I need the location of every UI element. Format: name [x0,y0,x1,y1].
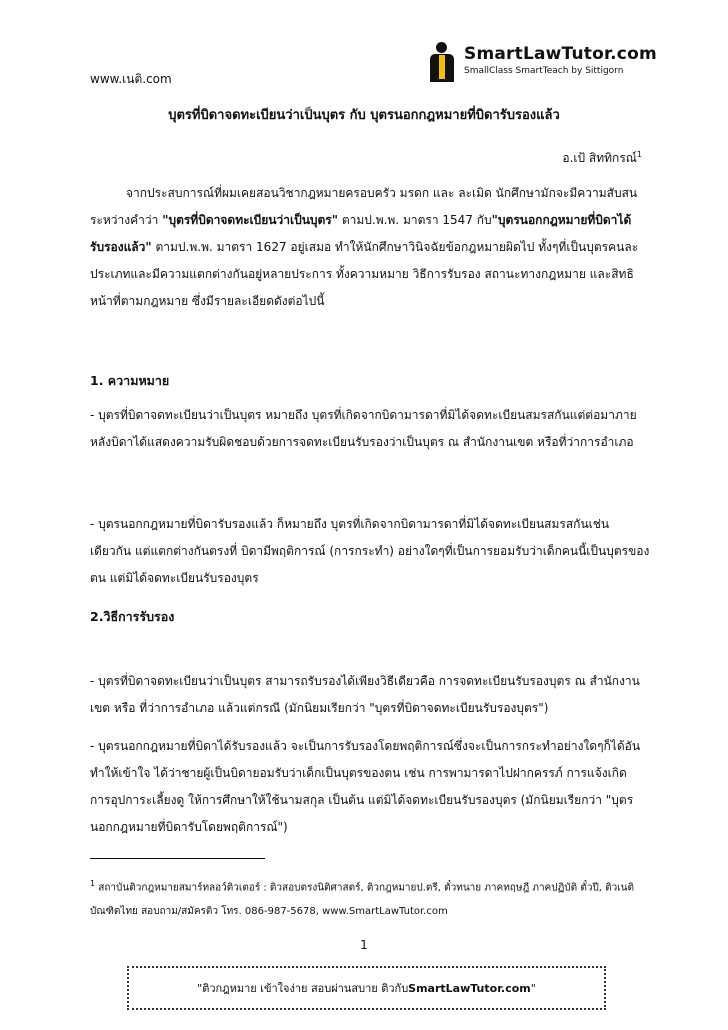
section1-paragraph-2: - บุตรนอกกฎหมายที่บิดารับรองแล้ว ก็หมายถึง บุตรที่เกิดจากบิดามารดาที่มิได้จดทะเบียนสมรสกันเช่นเดียวกัน แต่แตกต่างกันตรงที่ บิดามีพฤติการณ์ (การกระทำ) อย่างใดๆที่เป็นการยอมรับว่าเด็กคนนี้เป็นบุตรของตน แต่มิได้จดทะเบียนรับรองบุตร [90,517,650,585]
footer-slogan-box: "ติวกฎหมาย เข้าใจง่าย สอบผ่านสบาย ติวกับ SmartLawTutor.com " [127,966,606,1010]
footnote-ref: 1 [636,150,642,159]
section2-paragraph-2: - บุตรนอกกฎหมายที่บิดาได้รับรองแล้ว จะเป็นการรับรองโดยพฤติการณ์ซึ่งจะเป็นการกระทำอย่างใดๆก็ได้อันทำให้เข้าใจ ได้ว่าชายผู้เป็นบิดายอมรับว่าเด็กเป็นบุตรของตน เช่น การพามารดาไปฝากครรภ์ การแจ้งเกิด การอุปการะเลี้ยงดู ให้การศึกษาให้ใช้นามสกุล เป็นต้น แต่มิได้จดทะเบียนรับรองบุตร (มักนิยมเรียกว่า "บุตรนอกกฎหมายที่บิดารับโดยพฤติการณ์") [90,739,641,834]
section1-heading: 1. ความหมาย [90,373,170,388]
document-title: บุตรที่บิดาจดทะเบียนว่าเป็นบุตร กับ บุตรนอกกฎหมายที่บิดารับรองแล้ว [168,108,560,123]
logo-title: SmartLawTutor.com [464,44,657,64]
footnote: $^1$ สถาบันติวกฎหมายสมาร์ทลอว์ติวเตอร์ : ติวสอบตรงนิติศาสตร์, ติวกฎหมายป.ตรี, ตั๋วทนาย ภาคทฤษฎี ภาคปฏิบัติ ตั๋วปี, ติวเนติบัณฑิตไทย สอบถาม/สมัครติว โทร. 086-987-5678, www.SmartLawTutor.com [90,879,634,918]
section2-heading: 2.วิธีการรับรอง [90,609,175,624]
intro-paragraph: จากประสบการณ์ที่ผมเคยสอนวิชากฎหมายครอบครัว มรดก และ ละเมิด นักศึกษามักจะมีความสับสนระหว่างคำว่า "บุตรที่บิดาจดทะเบียนว่าเป็นบุตร" ตามป.พ.พ. มาตรา 1547 กับ"บุตรนอกกฎหมายที่บิดาได้รับรองแล้ว" ตามป.พ.พ. มาตรา 1627 อยู่เสมอ ทำให้นักศึกษาวินิจฉัยข้อกฎหมายผิดไป ทั้งๆที่เป็นบุตรคนละประเภทและมีความแตกต่างกันอยู่หลายประการ ทั้งความหมาย วิธีการรับรอง สถานะทางกฎหมาย และสิทธิหน้าที่ตามกฎหมาย ซึ่งมีรายละเอียดดังต่อไปนี้ [90,186,639,308]
page-number: 1 [360,938,368,952]
section1-paragraph-1: - บุตรที่บิดาจดทะเบียนว่าเป็นบุตร หมายถึง บุตรที่เกิดจากบิดามารดาที่มิได้จดทะเบียนสมรสกันแต่ต่อมาภายหลังบิดาได้แสดงความรับผิดชอบด้วยการจดทะเบียนรับรองว่าเป็นบุตร ณ สำนักงานเขต หรือที่ว่าการอำเภอ [90,408,637,449]
footnote-divider [90,858,265,859]
tutor-figure-icon [428,42,456,82]
brand-logo [428,40,657,84]
author: อ.เป้ สิททิกรณ์$^1$ [562,150,642,165]
section2-paragraph-1: - บุตรที่บิดาจดทะเบียนว่าเป็นบุตร สามารถรับรองได้เพียงวิธีเดียวคือ การจดทะเบียนรับรองบุตร ณ สำนักงานเขต หรือ ที่ว่าการอำเภอ แล้วแต่กรณี (มักนิยมเรียกว่า "บุตรที่บิดาจดทะเบียนรับรองบุตร") [90,674,640,715]
site-url: www.เนติ.com [90,72,172,86]
logo-subtitle: SmallClass SmartTeach by Sittigorn [464,66,624,76]
